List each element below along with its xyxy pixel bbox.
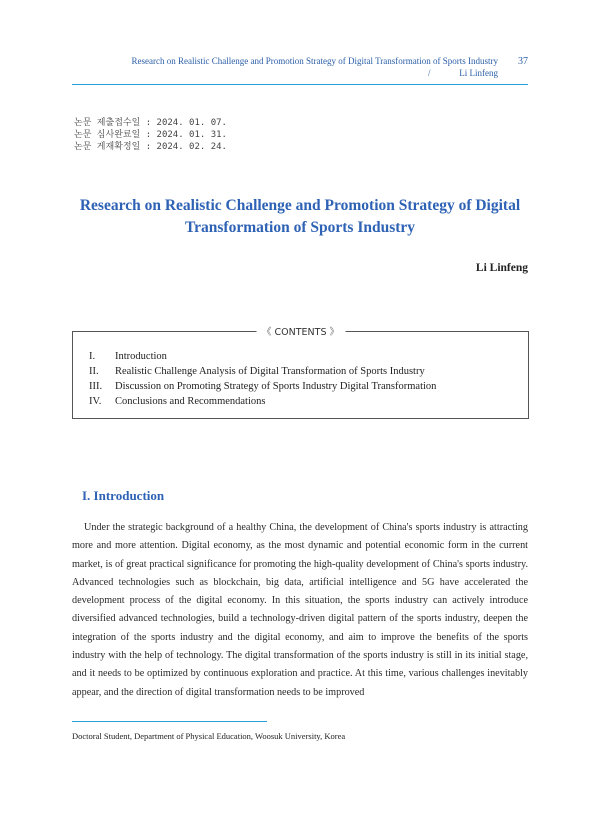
toc-number: III. <box>89 381 103 392</box>
toc-item <box>89 349 436 364</box>
toc-label: Conclusions and Recommendations <box>115 396 266 407</box>
toc-item <box>89 379 436 394</box>
submission-dates <box>74 117 227 153</box>
running-head <box>72 56 528 85</box>
section-heading: I. Introduction <box>82 488 165 503</box>
toc-number: II. <box>89 366 99 377</box>
contents-list <box>89 349 436 409</box>
toc-number: IV. <box>89 396 102 407</box>
date-received: 논문 제출접수일 : 2024. 01. 07. <box>74 118 227 128</box>
contents-box <box>72 327 529 419</box>
running-head-title: Research on Realistic Challenge and Promotion Strategy of Digital Transformation of Sports Industry <box>131 56 498 66</box>
toc-item <box>89 394 436 409</box>
running-head-author: Li Linfeng <box>459 68 498 78</box>
body-paragraph: Under the strategic background of a healthy China, the development of China's sports industry is attracting more and more attention. Digital economy, as the most dynamic and potential economic form in the current market, is of great practical significance for promoting the high-quality development of China's sports industry. Advanced technologies such as blockchain, big data, artificial intelligence and 5G have accelerated the development process of the digital economy. In this situation, the sports industry can actively introduce diversified advanced technologies, build a technology-driven digital pattern of the sports industry, deepen the integration of the sports industry and the digital economy, and aim to improve the benefits of the sports industry with the help of technology. The digital transformation of the sports industry is still in its initial stage, and it needs to be optimized by continuous exploration and practice. At this time, various challenges inevitably appear, and the direction of digital transformation needs to be improved <box>72 522 528 698</box>
toc-item <box>89 364 436 379</box>
paper-author: Li Linfeng <box>475 262 528 274</box>
toc-label: Discussion on Promoting Strategy of Sports Industry Digital Transformation <box>115 381 437 392</box>
toc-number: I. <box>89 351 96 362</box>
toc-label: Realistic Challenge Analysis of Digital Transformation of Sports Industry <box>115 366 425 377</box>
date-reviewed: 논문 심사완료일 : 2024. 01. 31. <box>74 130 227 140</box>
page-number: 37 <box>518 56 528 67</box>
contents-title: 《 CONTENTS 》 <box>256 324 345 338</box>
running-head-separator: / <box>428 68 431 78</box>
footnote: Doctoral Student, Department of Physical Education, Woosuk University, Korea <box>72 731 346 741</box>
footnote-divider <box>72 721 267 722</box>
paper-title: Research on Realistic Challenge and Promotion Strategy of Digital Transformation of Sports Industry <box>79 197 521 236</box>
date-accepted: 논문 게재확정일 : 2024. 02. 24. <box>74 142 227 152</box>
toc-label: Introduction <box>115 351 167 362</box>
